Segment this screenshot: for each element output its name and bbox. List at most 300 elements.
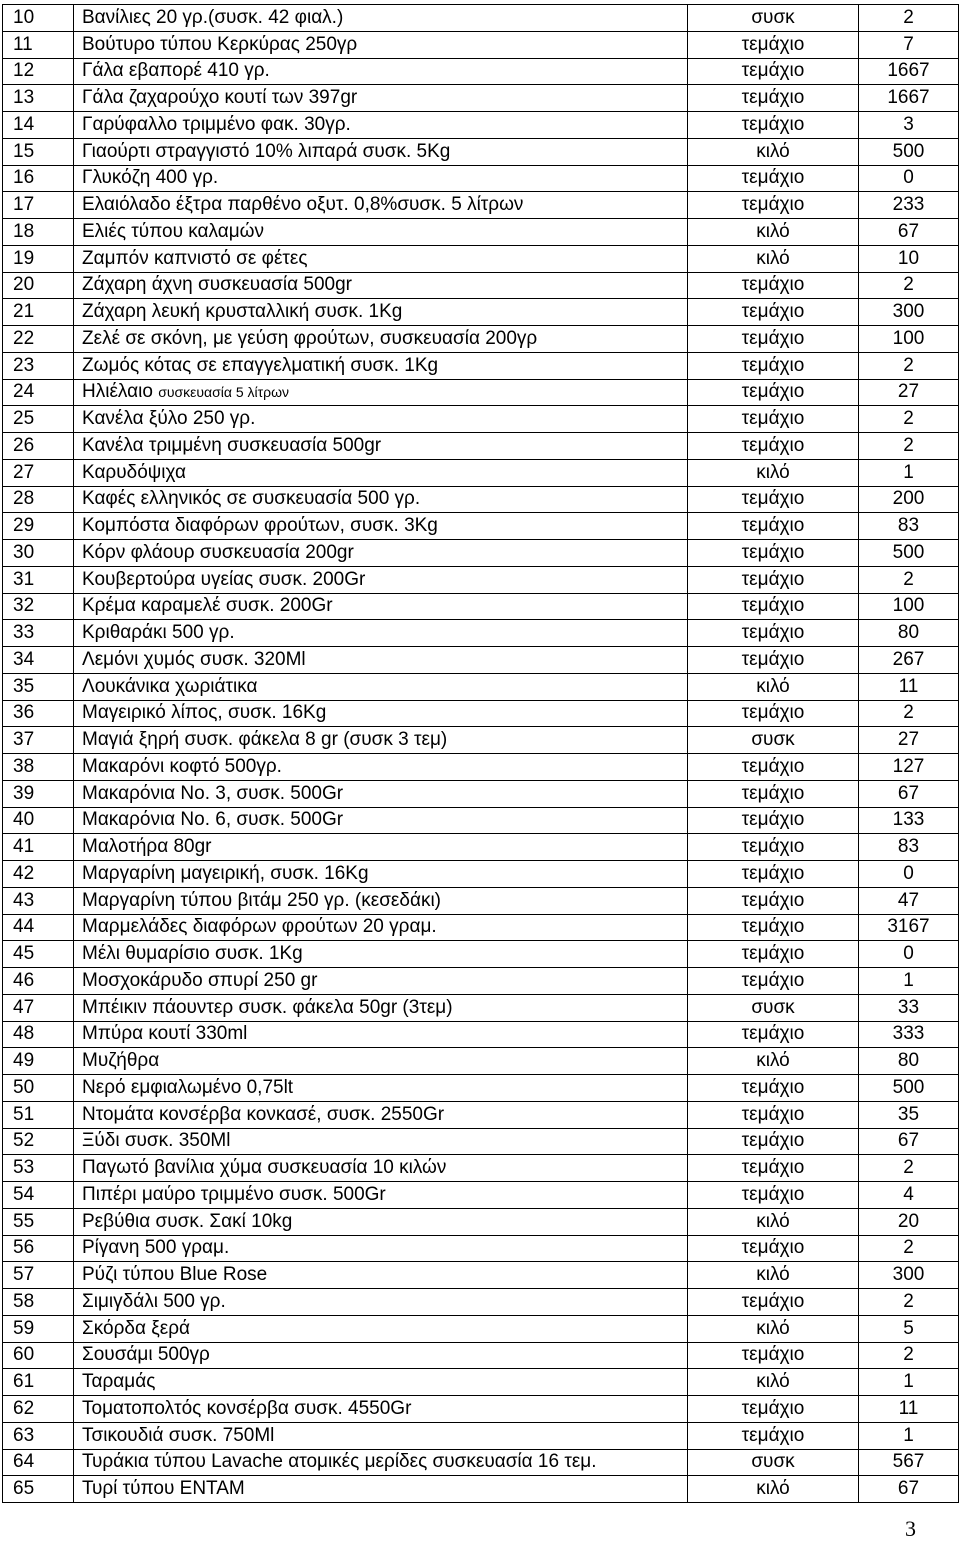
item-unit: τεμάχιο <box>688 31 859 58</box>
item-quantity: 127 <box>859 754 959 781</box>
item-description-text: Μπέικιν πάουντερ συσκ. φάκελα 50gr (3τεμ) <box>82 996 453 1018</box>
item-unit: τεμάχιο <box>688 165 859 192</box>
item-unit: τεμάχιο <box>688 834 859 861</box>
item-quantity: 20 <box>859 1208 959 1235</box>
item-description-text: Μαρμελάδες διαφόρων φρούτων 20 γραμ. <box>82 916 437 938</box>
item-unit: τεμάχιο <box>688 513 859 540</box>
item-quantity: 2 <box>859 1235 959 1262</box>
item-description <box>74 834 688 861</box>
item-unit: τεμάχιο <box>688 1128 859 1155</box>
item-quantity: 1 <box>859 968 959 995</box>
item-description-text: Κόρν φλάουρ συσκευασία 200gr <box>82 541 354 563</box>
table-row <box>3 1449 959 1476</box>
item-quantity: 80 <box>859 1048 959 1075</box>
item-unit: τεμάχιο <box>688 887 859 914</box>
item-description-text: Λουκάνικα χωριάτικα <box>82 675 258 697</box>
item-unit: τεμάχιο <box>688 58 859 85</box>
item-quantity: 7 <box>859 31 959 58</box>
item-description-text: Μέλι θυμαρίσιο συσκ. 1Kg <box>82 943 303 965</box>
item-quantity: 33 <box>859 994 959 1021</box>
item-quantity: 2 <box>859 1289 959 1316</box>
item-description-text: Ηλιέλαιο <box>82 381 153 403</box>
item-unit: τεμάχιο <box>688 406 859 433</box>
row-number: 44 <box>3 914 74 941</box>
item-description-text: Μαργαρίνη τύπου βιτάμ 250 γρ. (κεσεδάκι) <box>82 889 441 911</box>
item-description-text: Ρεβύθια συσκ. Σακί 10kg <box>82 1210 293 1232</box>
row-number: 27 <box>3 459 74 486</box>
item-quantity: 2 <box>859 700 959 727</box>
row-number: 47 <box>3 994 74 1021</box>
item-description <box>74 31 688 58</box>
row-number: 29 <box>3 513 74 540</box>
item-quantity: 11 <box>859 1396 959 1423</box>
row-number: 46 <box>3 968 74 995</box>
item-description <box>74 1128 688 1155</box>
item-unit: συσκ <box>688 727 859 754</box>
row-number: 17 <box>3 192 74 219</box>
item-description-text: Ταραμάς <box>82 1371 156 1393</box>
item-description <box>74 700 688 727</box>
item-quantity: 67 <box>859 219 959 246</box>
item-quantity: 0 <box>859 861 959 888</box>
item-description-text: Μπύρα κουτί 330ml <box>82 1023 248 1045</box>
item-description-text: Τοματοπολτός κονσέρβα συσκ. 4550Gr <box>82 1397 412 1419</box>
item-description <box>74 138 688 165</box>
item-unit: τεμάχιο <box>688 112 859 139</box>
item-quantity: 500 <box>859 1075 959 1102</box>
table-row <box>3 272 959 299</box>
item-description-text: Κουβερτούρα υγείας συσκ. 200Gr <box>82 568 366 590</box>
item-unit: τεμάχιο <box>688 647 859 674</box>
item-unit: τεμάχιο <box>688 1075 859 1102</box>
row-number: 60 <box>3 1342 74 1369</box>
table-row <box>3 1048 959 1075</box>
table-row <box>3 1021 959 1048</box>
item-description-text: Λεμόνι χυμός συσκ. 320Ml <box>82 648 306 670</box>
item-unit: τεμάχιο <box>688 566 859 593</box>
table-row <box>3 540 959 567</box>
item-description <box>74 941 688 968</box>
item-quantity: 27 <box>859 379 959 406</box>
item-description <box>74 299 688 326</box>
item-description <box>74 1101 688 1128</box>
item-quantity: 2 <box>859 5 959 32</box>
table-row <box>3 58 959 85</box>
item-unit: τεμάχιο <box>688 299 859 326</box>
item-description-text: Κρέμα καραμελέ συσκ. 200Gr <box>82 595 333 617</box>
item-unit: τεμάχιο <box>688 620 859 647</box>
item-description-text: Σιμιγδάλι 500 γρ. <box>82 1290 226 1312</box>
row-number: 63 <box>3 1422 74 1449</box>
table-row <box>3 1208 959 1235</box>
table-row <box>3 1235 959 1262</box>
item-quantity: 1667 <box>859 58 959 85</box>
item-quantity: 2 <box>859 272 959 299</box>
table-row <box>3 887 959 914</box>
item-description <box>74 1449 688 1476</box>
item-description-text: Ελιές τύπου καλαμών <box>82 220 265 242</box>
row-number: 56 <box>3 1235 74 1262</box>
table-row <box>3 326 959 353</box>
table-row <box>3 112 959 139</box>
item-unit: κιλό <box>688 1208 859 1235</box>
item-description <box>74 406 688 433</box>
row-number: 65 <box>3 1476 74 1503</box>
item-description-text: Ρύζι τύπου Blue Rose <box>82 1264 268 1286</box>
item-quantity: 1667 <box>859 85 959 112</box>
item-description <box>74 433 688 460</box>
item-quantity: 83 <box>859 834 959 861</box>
item-description <box>74 727 688 754</box>
item-description <box>74 914 688 941</box>
item-description-text: Τυρί τύπου ΕΝΤΑΜ <box>82 1478 245 1500</box>
table-row <box>3 1128 959 1155</box>
table-row <box>3 727 959 754</box>
item-description <box>74 272 688 299</box>
row-number: 61 <box>3 1369 74 1396</box>
item-unit: τεμάχιο <box>688 914 859 941</box>
item-description-text: Ζελέ σε σκόνη, με γεύση φρούτων, συσκευασία 200γρ <box>82 327 538 349</box>
item-description <box>74 994 688 1021</box>
item-description <box>74 1315 688 1342</box>
item-unit: τεμάχιο <box>688 1182 859 1209</box>
item-description <box>74 1075 688 1102</box>
table-row <box>3 1396 959 1423</box>
item-description <box>74 1342 688 1369</box>
item-description <box>74 58 688 85</box>
item-description-text: Τυράκια τύπου Lavache ατομικές μερίδες συσκευασία 16 τεμ. <box>82 1451 597 1473</box>
items-table <box>2 4 959 1503</box>
item-description-text: Κανέλα τριμμένη συσκευασία 500gr <box>82 434 382 456</box>
table-row <box>3 780 959 807</box>
row-number: 10 <box>3 5 74 32</box>
item-quantity: 5 <box>859 1315 959 1342</box>
item-unit: κιλό <box>688 138 859 165</box>
row-number: 41 <box>3 834 74 861</box>
row-number: 25 <box>3 406 74 433</box>
row-number: 22 <box>3 326 74 353</box>
item-description-text: Γιαούρτι στραγγιστό 10% λιπαρά συσκ. 5Kg <box>82 140 451 162</box>
item-description <box>74 968 688 995</box>
table-row <box>3 486 959 513</box>
item-unit: κιλό <box>688 1369 859 1396</box>
item-quantity: 2 <box>859 1155 959 1182</box>
table-row <box>3 1315 959 1342</box>
row-number: 36 <box>3 700 74 727</box>
table-row <box>3 1289 959 1316</box>
table-row <box>3 192 959 219</box>
item-description-text: Μαγειρικό λίπος, συσκ. 16Kg <box>82 702 327 724</box>
row-number: 21 <box>3 299 74 326</box>
item-unit: τεμάχιο <box>688 85 859 112</box>
item-quantity: 67 <box>859 780 959 807</box>
item-quantity: 200 <box>859 486 959 513</box>
item-description <box>74 1155 688 1182</box>
table-row <box>3 914 959 941</box>
item-description <box>74 5 688 32</box>
row-number: 54 <box>3 1182 74 1209</box>
item-unit: τεμάχιο <box>688 1342 859 1369</box>
item-description <box>74 486 688 513</box>
item-quantity: 500 <box>859 138 959 165</box>
item-description-text: Ζάχαρη λευκή κρυσταλλική συσκ. 1Kg <box>82 301 403 323</box>
table-row <box>3 861 959 888</box>
item-description-text: Μακαρόνια Νο. 3, συσκ. 500Gr <box>82 782 344 804</box>
row-number: 12 <box>3 58 74 85</box>
row-number: 26 <box>3 433 74 460</box>
row-number: 64 <box>3 1449 74 1476</box>
item-quantity: 1 <box>859 1369 959 1396</box>
item-description-text: Καρυδόψιχα <box>82 461 186 483</box>
item-unit: συσκ <box>688 5 859 32</box>
row-number: 18 <box>3 219 74 246</box>
table-row <box>3 138 959 165</box>
item-description <box>74 513 688 540</box>
item-unit: κιλό <box>688 245 859 272</box>
table-row <box>3 566 959 593</box>
row-number: 15 <box>3 138 74 165</box>
row-number: 49 <box>3 1048 74 1075</box>
row-number: 40 <box>3 807 74 834</box>
item-unit: τεμάχιο <box>688 1289 859 1316</box>
item-quantity: 47 <box>859 887 959 914</box>
item-unit: τεμάχιο <box>688 326 859 353</box>
item-unit: τεμάχιο <box>688 1021 859 1048</box>
item-description <box>74 245 688 272</box>
item-description <box>74 459 688 486</box>
item-quantity: 80 <box>859 620 959 647</box>
item-unit: κιλό <box>688 673 859 700</box>
item-unit: κιλό <box>688 1262 859 1289</box>
item-quantity: 2 <box>859 352 959 379</box>
row-number: 28 <box>3 486 74 513</box>
item-description-text: Ντομάτα κονσέρβα κονκασέ, συσκ. 2550Gr <box>82 1103 445 1125</box>
item-description-text: Πιπέρι μαύρο τριμμένο συσκ. 500Gr <box>82 1183 386 1205</box>
item-description-text: Μακαρόνια Νο. 6, συσκ. 500Gr <box>82 809 344 831</box>
row-number: 16 <box>3 165 74 192</box>
item-description-text: Ρίγανη 500 γραμ. <box>82 1237 230 1259</box>
item-description-text: Γαρύφαλλο τριμμένο φακ. 30γρ. <box>82 113 351 135</box>
item-description <box>74 754 688 781</box>
table-row <box>3 219 959 246</box>
item-description-text: Κανέλα ξύλο 250 γρ. <box>82 408 256 430</box>
item-quantity: 35 <box>859 1101 959 1128</box>
table-row <box>3 807 959 834</box>
item-description-text: Ελαιόλαδο έξτρα παρθένο οξυτ. 0,8%συσκ. 5 λίτρων <box>82 194 524 216</box>
table-row <box>3 700 959 727</box>
item-description <box>74 219 688 246</box>
item-quantity: 0 <box>859 941 959 968</box>
row-number: 31 <box>3 566 74 593</box>
item-unit: συσκ <box>688 1449 859 1476</box>
item-description <box>74 566 688 593</box>
item-quantity: 0 <box>859 165 959 192</box>
row-number: 48 <box>3 1021 74 1048</box>
item-description-text: Μαργαρίνη μαγειρική, συσκ. 16Kg <box>82 862 369 884</box>
item-quantity: 2 <box>859 406 959 433</box>
item-description <box>74 1208 688 1235</box>
item-unit: τεμάχιο <box>688 593 859 620</box>
item-unit: τεμάχιο <box>688 433 859 460</box>
row-number: 14 <box>3 112 74 139</box>
item-quantity: 10 <box>859 245 959 272</box>
table-row <box>3 1101 959 1128</box>
item-unit: κιλό <box>688 459 859 486</box>
item-description-note: συσκευασία 5 λίτρων <box>158 384 290 401</box>
row-number: 59 <box>3 1315 74 1342</box>
item-unit: τεμάχιο <box>688 1101 859 1128</box>
item-unit: κιλό <box>688 219 859 246</box>
item-description <box>74 887 688 914</box>
item-unit: τεμάχιο <box>688 379 859 406</box>
item-unit: τεμάχιο <box>688 540 859 567</box>
row-number: 23 <box>3 352 74 379</box>
item-unit: τεμάχιο <box>688 1235 859 1262</box>
row-number: 37 <box>3 727 74 754</box>
table-row <box>3 647 959 674</box>
table-row <box>3 968 959 995</box>
row-number: 20 <box>3 272 74 299</box>
row-number: 62 <box>3 1396 74 1423</box>
item-description <box>74 165 688 192</box>
item-unit: τεμάχιο <box>688 700 859 727</box>
item-description-text: Γάλα εβαπορέ 410 γρ. <box>82 60 270 82</box>
table-row <box>3 165 959 192</box>
row-number: 38 <box>3 754 74 781</box>
item-description <box>74 1048 688 1075</box>
table-row <box>3 620 959 647</box>
row-number: 43 <box>3 887 74 914</box>
item-description <box>74 1289 688 1316</box>
item-unit: τεμάχιο <box>688 1422 859 1449</box>
item-description <box>74 112 688 139</box>
item-quantity: 3 <box>859 112 959 139</box>
item-quantity: 4 <box>859 1182 959 1209</box>
table-row <box>3 379 959 406</box>
item-unit: κιλό <box>688 1315 859 1342</box>
table-row <box>3 1182 959 1209</box>
item-quantity: 233 <box>859 192 959 219</box>
item-description <box>74 326 688 353</box>
row-number: 35 <box>3 673 74 700</box>
item-quantity: 67 <box>859 1128 959 1155</box>
item-description <box>74 85 688 112</box>
item-quantity: 300 <box>859 1262 959 1289</box>
item-description-text: Γάλα ζαχαρούχο κουτί των 397gr <box>82 87 358 109</box>
table-row <box>3 1369 959 1396</box>
table-row <box>3 513 959 540</box>
item-description <box>74 1422 688 1449</box>
row-number: 34 <box>3 647 74 674</box>
item-description-text: Τσικουδιά συσκ. 750Ml <box>82 1424 275 1446</box>
table-row <box>3 1155 959 1182</box>
table-row <box>3 299 959 326</box>
item-quantity: 500 <box>859 540 959 567</box>
table-row <box>3 593 959 620</box>
table-row <box>3 433 959 460</box>
item-description-text: Ξύδι συσκ. 350Ml <box>82 1130 231 1152</box>
row-number: 19 <box>3 245 74 272</box>
item-unit: τεμάχιο <box>688 780 859 807</box>
item-unit: τεμάχιο <box>688 941 859 968</box>
item-description <box>74 352 688 379</box>
row-number: 33 <box>3 620 74 647</box>
item-description-text: Σκόρδα ξερά <box>82 1317 190 1339</box>
item-description <box>74 861 688 888</box>
item-quantity: 67 <box>859 1476 959 1503</box>
item-description <box>74 673 688 700</box>
item-quantity: 100 <box>859 326 959 353</box>
item-quantity: 133 <box>859 807 959 834</box>
item-unit: τεμάχιο <box>688 968 859 995</box>
item-quantity: 100 <box>859 593 959 620</box>
table-row <box>3 245 959 272</box>
item-unit: κιλό <box>688 1476 859 1503</box>
item-description-text: Νερό εμφιαλωμένο 0,75lt <box>82 1076 294 1098</box>
item-unit: τεμάχιο <box>688 1396 859 1423</box>
row-number: 52 <box>3 1128 74 1155</box>
item-description-text: Μυζήθρα <box>82 1050 160 1072</box>
table-row <box>3 406 959 433</box>
table-row <box>3 754 959 781</box>
item-quantity: 267 <box>859 647 959 674</box>
row-number: 32 <box>3 593 74 620</box>
item-description <box>74 1235 688 1262</box>
item-unit: τεμάχιο <box>688 352 859 379</box>
item-description <box>74 540 688 567</box>
item-quantity: 300 <box>859 299 959 326</box>
row-number: 24 <box>3 379 74 406</box>
item-unit: τεμάχιο <box>688 807 859 834</box>
item-unit: τεμάχιο <box>688 754 859 781</box>
item-description <box>74 192 688 219</box>
item-description-text: Ζάχαρη άχνη συσκευασία 500gr <box>82 274 352 296</box>
item-description <box>74 1021 688 1048</box>
item-description-text: Παγωτό βανίλια χύμα συσκευασία 10 κιλών <box>82 1157 447 1179</box>
row-number: 55 <box>3 1208 74 1235</box>
item-unit: τεμάχιο <box>688 486 859 513</box>
item-quantity: 2 <box>859 1342 959 1369</box>
table-row <box>3 1075 959 1102</box>
page-number: 3 <box>905 1516 916 1541</box>
item-description-text: Κριθαράκι 500 γρ. <box>82 622 235 644</box>
item-description <box>74 620 688 647</box>
row-number: 58 <box>3 1289 74 1316</box>
table-row <box>3 941 959 968</box>
table-row <box>3 352 959 379</box>
row-number: 57 <box>3 1262 74 1289</box>
item-description <box>74 780 688 807</box>
item-description-text: Βούτυρο τύπου Κερκύρας 250γρ <box>82 33 358 55</box>
item-description-text: Γλυκόζη 400 γρ. <box>82 167 219 189</box>
row-number: 42 <box>3 861 74 888</box>
table-row <box>3 1262 959 1289</box>
item-description-text: Κομπόστα διαφόρων φρούτων, συσκ. 3Kg <box>82 515 438 537</box>
table-row <box>3 994 959 1021</box>
item-description-text: Καφές ελληνικός σε συσκευασία 500 γρ. <box>82 488 421 510</box>
table-row <box>3 834 959 861</box>
item-unit: τεμάχιο <box>688 192 859 219</box>
item-description-text: Μαγιά ξηρή συσκ. φάκελα 8 gr (συσκ 3 τεμ) <box>82 729 448 751</box>
row-number: 51 <box>3 1101 74 1128</box>
item-description <box>74 1396 688 1423</box>
item-description <box>74 593 688 620</box>
item-quantity: 333 <box>859 1021 959 1048</box>
table-row <box>3 1342 959 1369</box>
item-description <box>74 379 688 406</box>
row-number: 45 <box>3 941 74 968</box>
item-unit: τεμάχιο <box>688 272 859 299</box>
